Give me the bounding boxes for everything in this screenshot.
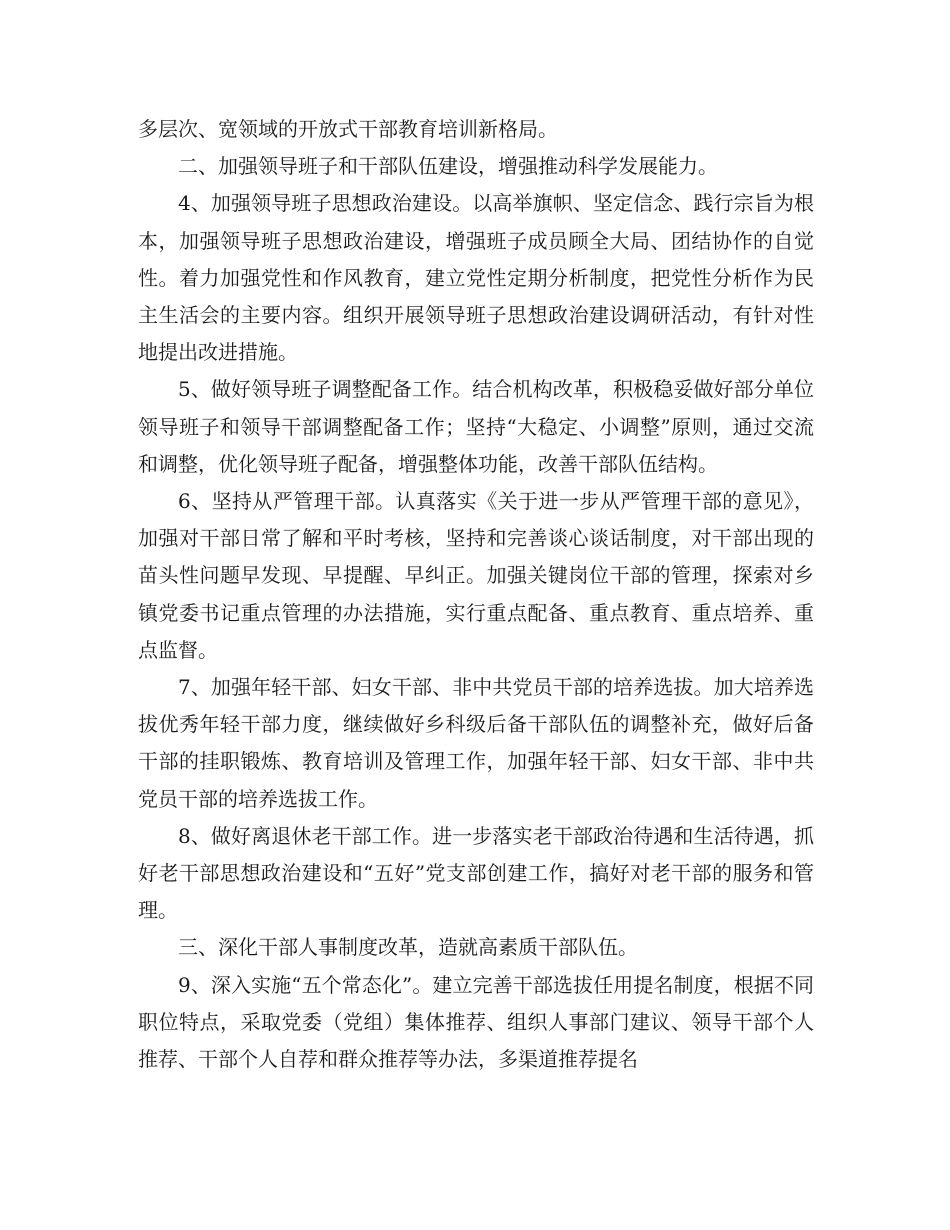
document-body <box>138 111 814 1078</box>
paragraph-item-8: 8、做好离退休老干部工作。进一步落实老干部政治待遇和生活待遇，抓好老干部思想政治建设和“五好”党支部创建工作，搞好对老干部的服务和管理。 <box>138 823 814 923</box>
paragraph-item-9: 9、深入实施“五个常态化”。建立完善干部选拔任用提名制度，根据不同职位特点，采取党委（党组）集体推荐、组织人事部门建议、领导干部个人推荐、干部个人自荐和群众推荐等办法，多渠道推荐提名 <box>138 972 814 1072</box>
paragraph-item-6: 6、坚持从严管理干部。认真落实《关于进一步从严管理干部的意见》，加强对干部日常了解和平时考核，坚持和完善谈心谈话制度，对干部出现的苗头性问题早发现、早提醒、早纠正。加强关键岗位干部的管理，探索对乡镇党委书记重点管理的办法措施，实行重点配备、重点教育、重点培养、重点监督。 <box>138 489 814 662</box>
paragraph-item-7: 7、加强年轻干部、妇女干部、非中共党员干部的培养选拔。加大培养选拔优秀年轻干部力度，继续做好乡科级后备干部队伍的调整补充，做好后备干部的挂职锻炼、教育培训及管理工作，加强年轻干部、妇女干部、非中共党员干部的培养选拔工作。 <box>138 675 814 811</box>
paragraph-item-4: 4、加强领导班子思想政治建设。以高举旗帜、坚定信念、践行宗旨为根本，加强领导班子思想政治建设，增强班子成员顾全大局、团结协作的自觉性。着力加强党性和作风教育，建立党性定期分析制度，把党性分析作为民主生活会的主要内容。组织开展领导班子思想政治建设调研活动，有针对性地提出改进措施。 <box>138 191 814 365</box>
section-heading-3: 三、深化干部人事制度改革，造就高素质干部队伍。 <box>178 935 638 960</box>
section-heading-2: 二、加强领导班子和干部队伍建设，增强推动科学发展能力。 <box>178 154 718 179</box>
paragraph-continuation: 多层次、宽领域的开放式干部教育培训新格局。 <box>138 117 558 141</box>
paragraph-item-5: 5、做好领导班子调整配备工作。结合机构改革，积极稳妥做好部分单位领导班子和领导干部调整配备工作；坚持“大稳定、小调整”原则，通过交流和调整，优化领导班子配备，增强整体功能，改善干部队伍结构。 <box>138 377 814 476</box>
